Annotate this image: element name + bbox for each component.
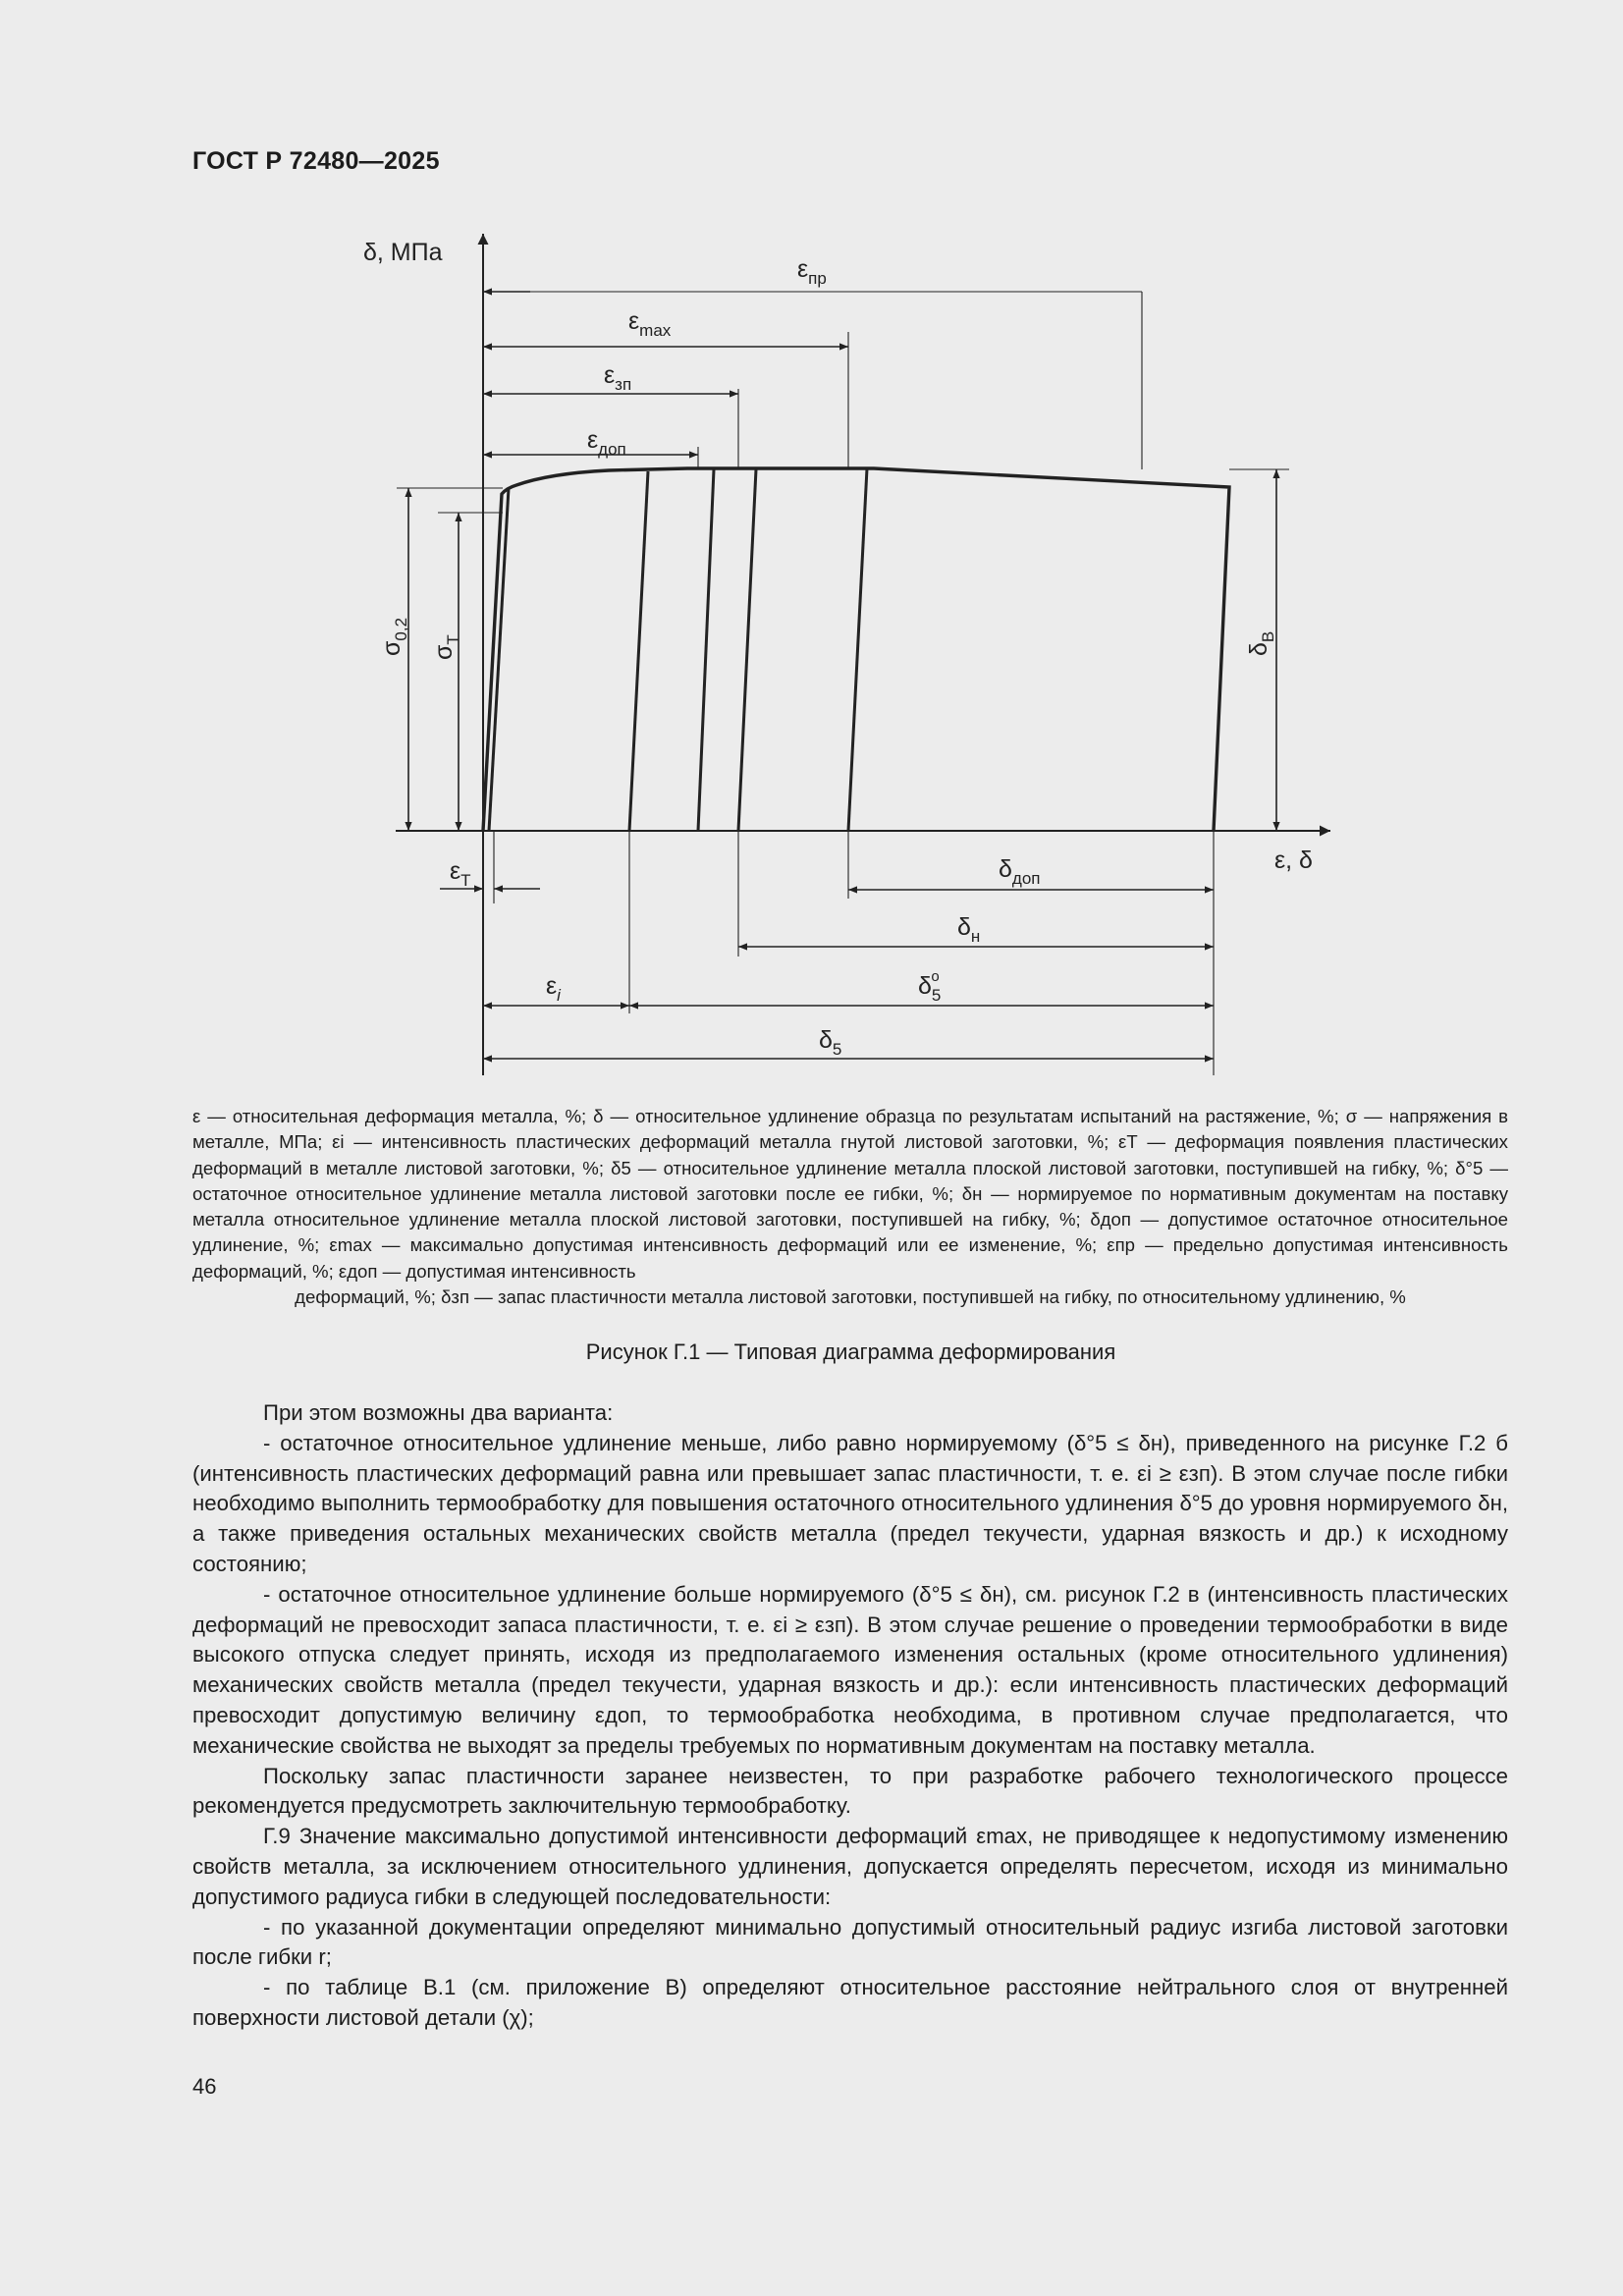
eps-pr-label: $\varepsilon_{пр}$ xyxy=(797,255,827,288)
paragraph: Г.9 Значение максимально допустимой интенсивности деформаций εmax, не приводящее к недопустимому изменению свойств металла, за исключением относительного удлинения, допускается определять пересчетом, исходя из минимально допустимого радиуса гибки в следующей последовательности: xyxy=(192,1824,1508,1909)
unloading-line xyxy=(698,469,714,831)
eps-zp-label: $\varepsilon_{зп}$ xyxy=(604,361,632,394)
paragraph: - остаточное относительное удлинение больше нормируемого (δ°5 ≤ δн), см. рисунок Г.2 в (интенсивность пластических деформаций не превосходит запаса пластичности, т. е. εi ≥ εзп). В этом случае решение о проведении термообработки в виде высокого отпуска следует принять, исходя из предполагаемого изменения остальных (кроме относительного удлинения) механических свойств металла (предел текучести, ударная вязкость и др.): если интенсивность пластических деформаций превосходит допустимую величину εдоп, то термообработка необходима, в противном случае предполагается, что механические свойства не выходят за пределы требуемых по нормативным документам на поставку металла. xyxy=(192,1581,1508,1758)
epsT-label: $\varepsilon_Т$ xyxy=(450,857,471,890)
legend-line: σ — напряжения в металле, МПа; εi — интенсивность пластических деформаций металла гнутой листовой заготовки, %; εТ — деформация xyxy=(192,1106,1509,1153)
y-axis-label: δ, МПа xyxy=(363,239,443,266)
unloading-line xyxy=(738,469,756,831)
sigma02-label: $\sigma_{0,2}$ xyxy=(378,617,410,656)
legend-line: поступившей на гибку, %; δдоп — допустимое остаточное относительное удлинение, %; εmax — максимально допустимая интенсивность xyxy=(192,1209,1508,1256)
legend-line: деформаций или ее изменение, %; εпр — предельно допустимая интенсивность деформаций, %; εдоп — допустимая интенсивность xyxy=(192,1234,1508,1282)
delta5-label: $\delta_5$ xyxy=(819,1026,842,1059)
x-axis-label: ε, δ xyxy=(1274,847,1313,874)
legend-line: появления пластических деформаций в металле листовой заготовки, %; δ5 — относительное удлинение металла плоской листовой xyxy=(192,1131,1508,1178)
eps-i-label: $\varepsilon_i$ xyxy=(546,972,561,1005)
paragraph: - остаточное относительное удлинение меньше, либо равно нормируемому (δ°5 ≤ δн), приведенного на рисунке Г.2 б (интенсивность пластических деформаций равна или превышает запас пластичности, т. е. εi ≥ εзп). В этом случае после гибки необходимо выполнить термообработку для повышения остаточного относительного удлинения δ°5 до уровня нормируемого δн, а также приведения остальных механических свойств металла (предел текучести, ударная вязкость и др.) к исходному состоянию; xyxy=(192,1430,1508,1576)
delta5o-label: $\delta_5о$ xyxy=(918,968,942,1005)
delta-dop-label: $\delta_{доп}$ xyxy=(999,855,1041,888)
paragraph: Поскольку запас пластичности заранее неизвестен, то при разработке рабочего технологического процессе рекомендуется предусмотреть заключительную термообработку. xyxy=(192,1763,1508,1819)
unloading-line xyxy=(848,468,867,831)
paragraph: При этом возможны два варианта: xyxy=(263,1400,614,1425)
deformation-diagram xyxy=(0,0,1623,1100)
unloading-line xyxy=(629,471,648,831)
deltaV-label: $\delta_В$ xyxy=(1245,630,1277,656)
legend-line: ε — относительная деформация металла, %; δ — относительное удлинение образца по результатам испытаний на растяжение, %; xyxy=(192,1106,1339,1126)
legend-line: δн — нормируемое по нормативным документам на поставку металла относительное удлинение металла плоской листовой заготовки, xyxy=(192,1182,1508,1230)
legend-line: заготовки, поступившей на гибку, %; δ°5 — остаточное относительное удлинение металла листовой заготовки после ее гибки, %; xyxy=(192,1157,1508,1204)
figure-legend xyxy=(192,1104,1508,1310)
legend-line: деформаций, %; δзп — запас пластичности металла листовой заготовки, поступившей на гибку, по относительному удлинению, % xyxy=(295,1286,1406,1308)
document-header: ГОСТ Р 72480—2025 xyxy=(192,147,440,175)
paragraph: - по указанной документации определяют минимально допустимый относительный радиус изгиба листовой заготовки после гибки r; xyxy=(192,1914,1508,1970)
paragraph: - по таблице В.1 (см. приложение В) определяют относительное расстояние нейтрального слоя от внутренней поверхности листовой детали (χ); xyxy=(192,1975,1508,2030)
page-number: 46 xyxy=(192,2074,217,2099)
eps-dop-label: $\varepsilon_{доп}$ xyxy=(587,426,626,459)
figure-caption: Рисунок Г.1 — Типовая диаграмма деформирования xyxy=(585,1339,1116,1364)
body-text xyxy=(192,1398,1508,2034)
delta-n-label: $\delta_н$ xyxy=(957,913,981,946)
eps-max-label: $\varepsilon_{max}$ xyxy=(628,307,672,340)
sigmaT-label: $\sigma_Т$ xyxy=(430,634,462,660)
